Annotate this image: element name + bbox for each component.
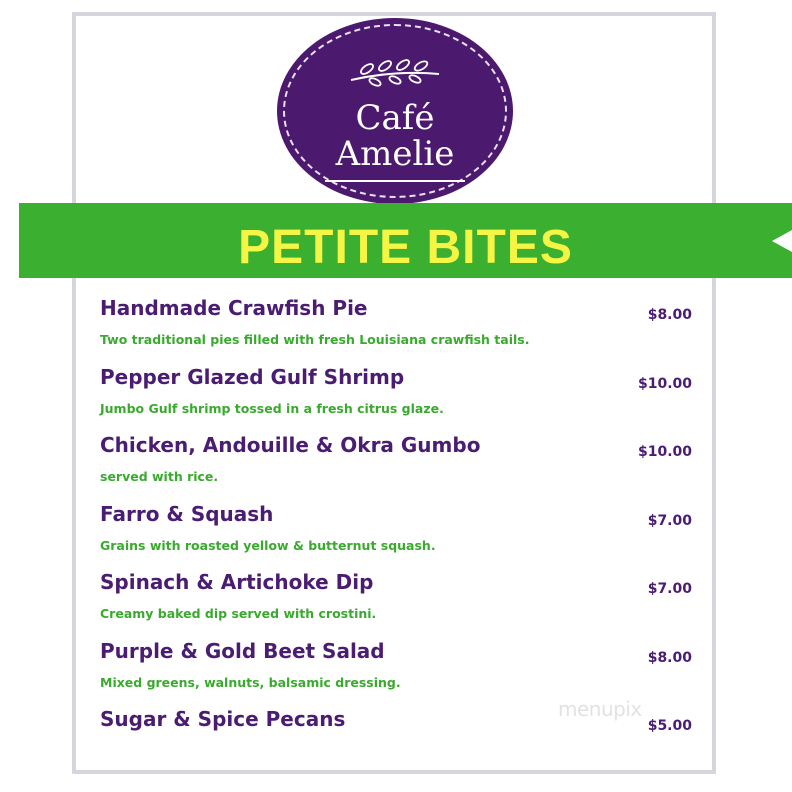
menu-item: [100, 568, 692, 637]
logo-line-cafe: Café: [355, 98, 435, 138]
item-name: Purple & Gold Beet Salad: [100, 638, 385, 663]
cafe-logo: [277, 18, 513, 204]
menu-item: [100, 363, 692, 432]
logo-underline: [325, 180, 465, 182]
item-description: Creamy baked dip served with crostini.: [100, 606, 377, 621]
item-price: $7.00: [647, 581, 692, 597]
item-name: Chicken, Andouille & Okra Gumbo: [100, 433, 481, 457]
menu-item: [100, 431, 692, 500]
leaf-sprig-icon: [345, 56, 445, 88]
banner-notch: [772, 230, 792, 252]
item-price: $8.00: [647, 649, 692, 666]
item-description: Mixed greens, walnuts, balsamic dressing.: [100, 674, 401, 690]
item-name: Pepper Glazed Gulf Shrimp: [100, 364, 405, 389]
item-description: Jumbo Gulf shrimp tossed in a fresh citrus glaze.: [100, 400, 444, 416]
logo-line-amelie: Amelie: [335, 134, 455, 174]
item-description: served with rice.: [100, 469, 219, 484]
section-title: PETITE BITES: [238, 221, 573, 274]
item-description: Two traditional pies filled with fresh Louisiana crawfish tails.: [100, 332, 530, 347]
item-name: Spinach & Artichoke Dip: [100, 570, 374, 594]
item-price: $7.00: [647, 512, 692, 529]
item-name: Sugar & Spice Pecans: [100, 707, 346, 731]
item-name: Handmade Crawfish Pie: [100, 296, 368, 320]
item-price: $10.00: [637, 375, 692, 392]
section-banner: [19, 203, 792, 278]
watermark: menupix: [558, 697, 642, 721]
item-price: $10.00: [637, 444, 692, 460]
menu-item: [100, 637, 692, 706]
menu-item: [100, 294, 692, 363]
menu-item: [100, 500, 692, 569]
item-name: Farro & Squash: [100, 501, 274, 526]
item-description: Grains with roasted yellow & butternut squash.: [100, 537, 436, 553]
item-price: $8.00: [647, 307, 692, 323]
item-price: $5.00: [647, 718, 692, 734]
